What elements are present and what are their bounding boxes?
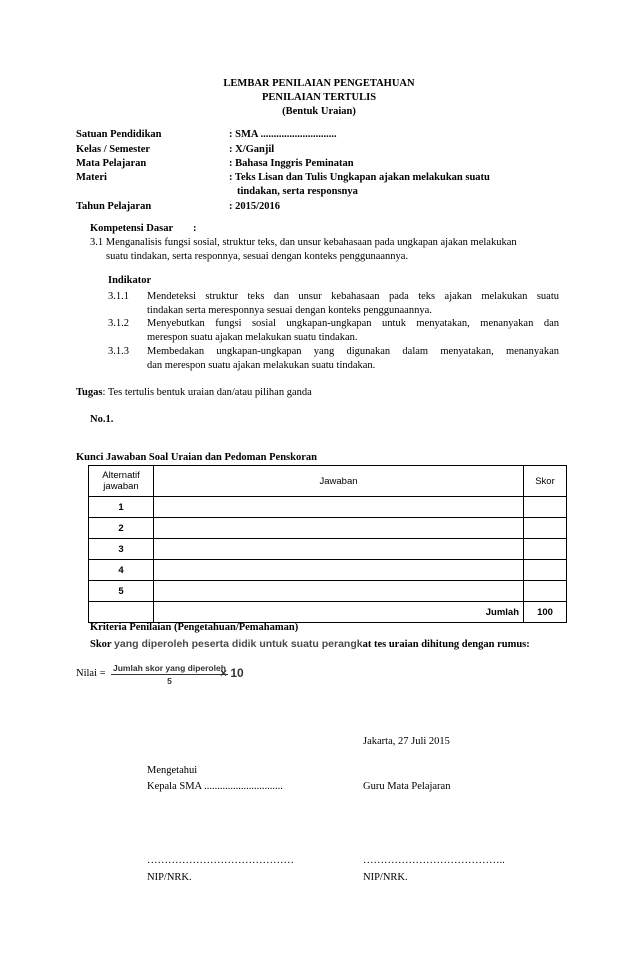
answer-cell [154,581,524,602]
indikator-text-cont: merespon suatu ajakan melakukan suatu tindakan. [147,332,358,343]
info-label-kelas: Kelas / Semester [76,144,151,155]
col-skor: Skor [524,466,567,497]
col-alternatif-line2: jawaban [103,481,139,492]
indikator-text-cont: tindakan serta meresponnya sesuai dengan konteks penggunaannya. [147,305,432,316]
tugas-text: : Tes tertulis bentuk uraian dan/atau pilihan ganda [102,387,312,398]
answer-cell [154,560,524,581]
mengetahui: Mengetahui [147,765,198,776]
col-jawaban: Jawaban [154,466,524,497]
kd-text-line1: 3.1 Menganalisis fungsi sosial, struktur teks, dan unsur kebahasaan pada ungkapan ajakan melakukan [90,237,517,248]
table-header-row [89,466,567,497]
nip-left: NIP/NRK. [147,872,192,883]
indikator-no: 3.1.3 [108,346,129,357]
score-cell [524,539,567,560]
kriteria-title: Kriteria Penilaian (Pengetahuan/Pemahaman) [90,622,299,633]
indikator-text-cont: dan merespon suatu ajakan melakukan suatu tindakan. [147,360,376,371]
info-value-materi-cont: tindakan, serta responsnya [237,186,358,197]
indikator-text: Membedakan ungkapan-ungkapan yang digunakan dalam menyatakan, menanyakan [147,346,559,357]
row-number: 1 [89,497,154,518]
score-cell [524,581,567,602]
formula-numerator: Jumlah skor yang diperoleh [113,663,226,673]
indikator-no: 3.1.1 [108,291,129,302]
col-alternatif-line1: Alternatif [102,470,140,481]
info-value-mapel: : Bahasa Inggris Peminatan [229,158,354,169]
info-label-materi: Materi [76,172,107,183]
row-number: 3 [89,539,154,560]
indikator-text: Mendeteksi struktur teks dan unsur kebahasaan pada teks ajakan melakukan suatu [147,291,559,302]
info-value-materi: : Teks Lisan dan Tulis Ungkapan ajakan melakukan suatu [229,172,490,183]
total-value: 100 [524,602,567,623]
skor-line [90,638,530,650]
formula-denominator: 5 [167,676,172,686]
col-alternatif [89,466,154,497]
kompetensi-title: Kompetensi Dasar [90,223,174,234]
table-row [89,497,567,518]
score-cell [524,560,567,581]
doc-form: (Bentuk Uraian) [282,106,356,117]
score-formula-fraction [111,663,228,686]
table-row [89,539,567,560]
tugas-line [76,387,312,398]
doc-title: LEMBAR PENILAIAN PENGETAHUAN [223,78,415,89]
indikator-no: 3.1.2 [108,318,129,329]
skor-prefix: Skor [90,639,112,650]
score-cell [524,518,567,539]
answer-key-table [88,465,567,623]
nilai-label: Nilai = [76,668,106,679]
indikator-title: Indikator [108,275,152,286]
info-label-mapel: Mata Pelajaran [76,158,147,169]
kompetensi-colon: : [193,223,197,234]
row-number: 5 [89,581,154,602]
table-row [89,581,567,602]
doc-subtitle: PENILAIAN TERTULIS [261,92,377,103]
nip-right: NIP/NRK. [363,872,408,883]
row-number: 4 [89,560,154,581]
answer-cell [154,539,524,560]
skor-suffix: at tes uraian dihitung dengan rumus: [362,639,530,650]
total-label: Jumlah [154,602,524,623]
guru-mapel: Guru Mata Pelajaran [363,781,451,792]
info-value-satuan: : SMA ............................. [229,129,337,140]
table-row [89,518,567,539]
row-number: 2 [89,518,154,539]
indikator-text: Menyebutkan fungsi sosial ungkapan-ungkapan untuk menyatakan, menanyakan dan [147,318,559,329]
info-value-kelas: : X/Ganjil [229,144,275,155]
skor-blur-text: yang diperoleh peserta didik untuk suatu perangk [114,638,363,650]
tugas-label: Tugas [76,387,103,398]
info-value-tahun: : 2015/2016 [229,201,281,212]
answer-cell [154,497,524,518]
signature-line-left: …………………………………… [147,855,294,866]
question-number: No.1. [90,414,114,425]
signature-line-right: ………………………………….. [363,855,505,866]
info-label-tahun: Tahun Pelajaran [76,201,152,212]
kd-text-line2: suatu tindakan, serta responnya, sesuai dengan konteks penggunaannya. [106,251,409,262]
info-label-satuan: Satuan Pendidikan [76,129,162,140]
table-total-row [89,602,567,623]
total-empty [89,602,154,623]
table-row [89,560,567,581]
answer-cell [154,518,524,539]
score-cell [524,497,567,518]
kunci-title: Kunci Jawaban Soal Uraian dan Pedoman Penskoran [76,452,317,463]
kepala-sekolah: Kepala SMA .............................. [147,781,283,792]
place-date: Jakarta, 27 Juli 2015 [363,736,450,747]
formula-multiplier: × 10 [220,666,244,680]
